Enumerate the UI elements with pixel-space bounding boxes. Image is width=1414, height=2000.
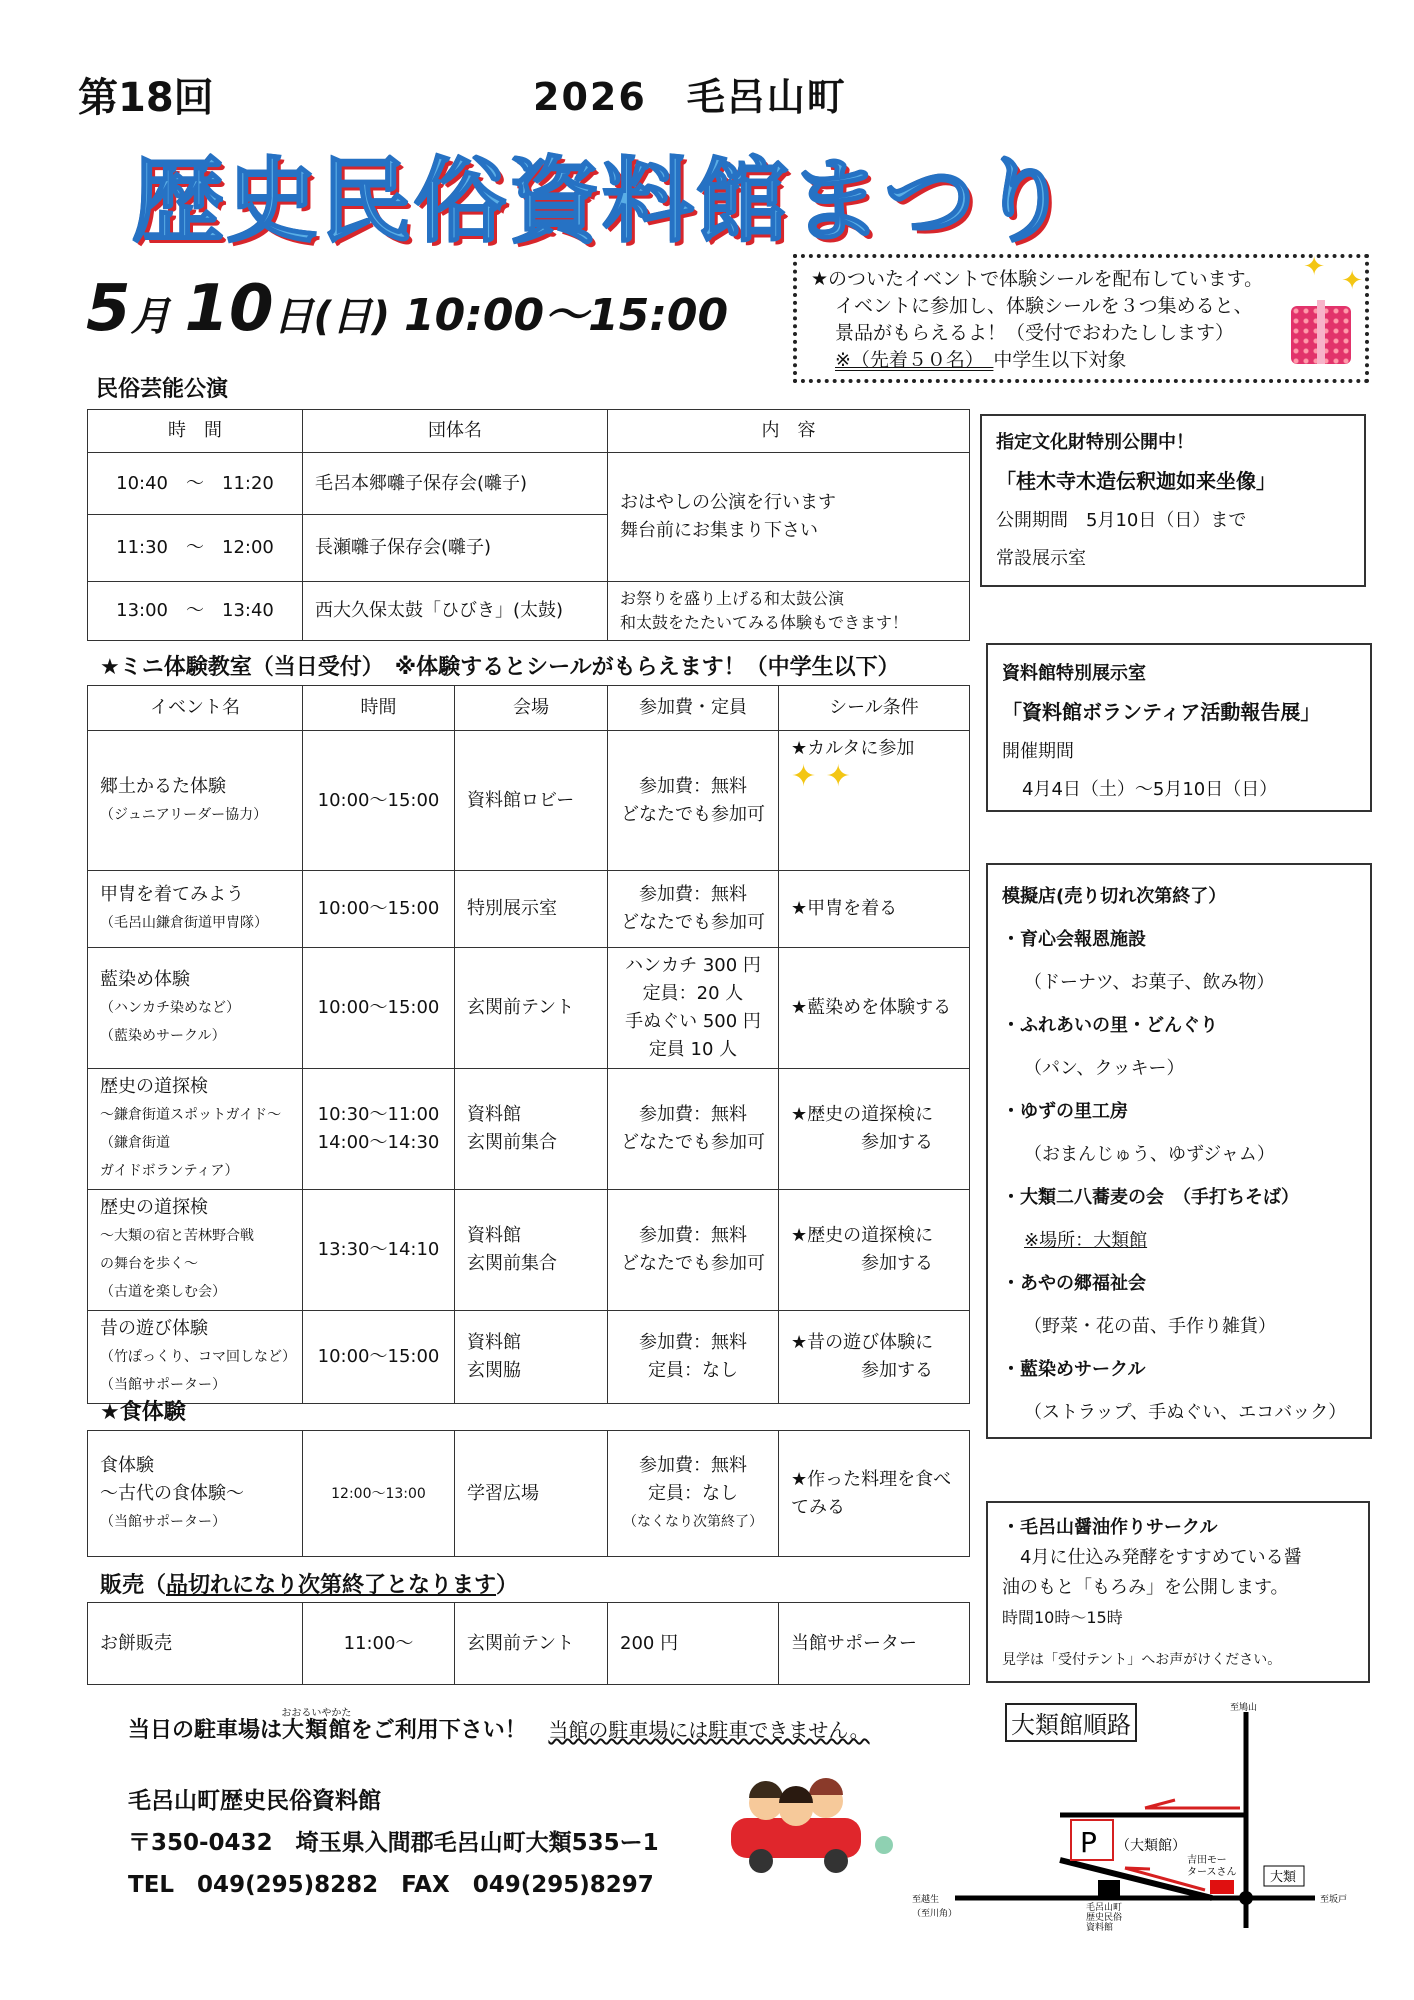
stall-name: ・あやの郷福祉会 [1002, 1273, 1146, 1294]
cell-line: （ハンカチ染めなど） [100, 1000, 240, 1016]
fee-cell [608, 1431, 779, 1557]
cell-line: 昔の遊び体験 [100, 1318, 208, 1339]
cell-line: 玄関前集合 [467, 1253, 557, 1274]
parking-notice [128, 1708, 870, 1744]
cell-line: どなたでも参加可 [621, 912, 765, 933]
month: 5 [86, 272, 131, 346]
place-cell [455, 1069, 608, 1190]
name-cell [88, 1311, 303, 1404]
cell-line: 定員：なし [648, 1360, 738, 1381]
box-line: 4月4日（土）〜5月10日（日） [1022, 779, 1278, 800]
sales-table [87, 1602, 970, 1685]
month-unit: 月 [130, 294, 171, 340]
box-line: 見学は「受付テント」へお声がけください。 [1002, 1652, 1282, 1668]
cell-line: （鎌倉街道 [100, 1135, 170, 1151]
cell-line: 参加する [861, 1253, 933, 1274]
table-row [88, 731, 970, 871]
parking-text: 当日の駐車場は [128, 1718, 283, 1743]
column-header: 会場 [455, 686, 608, 731]
notice-target: 中学生以下対象 [993, 349, 1127, 371]
cell-line: 10:00〜15:00 [317, 789, 440, 811]
column-header: 参加費・定員 [608, 686, 779, 731]
time-cell: 11:00〜 [303, 1603, 455, 1685]
name-cell [88, 1190, 303, 1311]
museum-marker [1098, 1880, 1120, 1896]
cell-line: てみる [791, 1496, 845, 1518]
cell-line: （当館サポーター） [100, 1377, 226, 1393]
item-cell: お餅販売 [88, 1603, 303, 1685]
table-row [88, 1431, 970, 1557]
cell-line: 定員 10 人 [648, 1039, 738, 1060]
box-title: 模擬店(売り切れ次第終了） [1002, 886, 1227, 907]
parking-text: をご利用下さい！ [350, 1718, 527, 1743]
cell-line: 玄関前テント [467, 997, 575, 1018]
box-line: 常設展示室 [996, 548, 1086, 569]
ruby-base: 大類館 [281, 1718, 352, 1743]
cell-line: （毛呂山鎌倉街道甲冑隊） [100, 915, 268, 931]
table-row [88, 1311, 970, 1404]
table-row [88, 871, 970, 948]
cell-line: 〜大類の宿と苦林野合戦 [100, 1228, 254, 1244]
cell-line: ★甲冑を着る [791, 898, 898, 919]
seller-cell: 当館サポーター [779, 1603, 970, 1685]
box-title: 資料館特別展示室 [1002, 663, 1146, 684]
cell-line: 10:00〜15:00 [317, 1346, 440, 1367]
cell-line: ハンカチ 300 円 [625, 955, 761, 976]
cell-line: 10:30〜11:00 [317, 1104, 440, 1125]
map-label: タースさん [1187, 1867, 1237, 1878]
box-subtitle: 「桂木寺木造伝釈迦如来坐像」 [996, 469, 1276, 493]
seal-cell [779, 1190, 970, 1311]
cell-line: 郷土かるた体験 [100, 775, 226, 797]
notice-line: 景品がもらえるよ！（受付でおわたしします） [835, 322, 1235, 344]
map-label: （大類館） [1116, 1838, 1186, 1854]
cell-line: 14:00〜14:30 [317, 1132, 440, 1153]
table-row [88, 453, 970, 515]
box-title: 指定文化財特別公開中！ [996, 432, 1194, 453]
box-line: 開催期間 [1002, 741, 1074, 762]
place-cell [455, 1190, 608, 1311]
year-town: 2026 毛呂山町 [533, 75, 847, 119]
time-cell [303, 1311, 455, 1404]
stall-desc: （野菜・花の苗、手作り雑貨） [1024, 1316, 1276, 1337]
price-cell: 200 円 [608, 1603, 779, 1685]
content-line: 和太鼓をたたいてみる体験もできます！ [620, 613, 909, 632]
sales-heading [100, 1568, 518, 1599]
food-heading: ★食体験 [100, 1400, 186, 1425]
box-line: 4月に仕込み発酵をすすめている醤 [1002, 1547, 1302, 1568]
cell-line: 玄関脇 [467, 1360, 521, 1381]
performance-table [87, 409, 970, 641]
column-header: 内 容 [608, 410, 970, 453]
name-cell [88, 871, 303, 948]
stall-name: ・藍染めサークル [1002, 1359, 1146, 1380]
notice-line: ★のついたイベントで体験シールを配布しています。 [811, 268, 1264, 290]
map-label: 毛呂山町 [1086, 1903, 1123, 1913]
cell-line: 藍染め体験 [100, 969, 190, 990]
map-label: 至坂戸 [1320, 1895, 1348, 1905]
cell-line: （竹ぽっくり、コマ回しなど） [100, 1349, 296, 1365]
box-title: ・毛呂山醤油作りサークル [1002, 1517, 1218, 1538]
cell-line: 参加費：無料 [639, 1454, 747, 1476]
column-header: イベント名 [88, 686, 303, 731]
cell-line: ★作った料理を食べ [791, 1468, 952, 1490]
column-header: 団体名 [303, 410, 608, 453]
parking-p: P [1080, 1826, 1097, 1859]
time-cell [303, 731, 455, 871]
fee-cell [608, 731, 779, 871]
content-line: 舞台前にお集まり下さい [620, 520, 818, 541]
time-cell: 11:30 〜 12:00 [88, 515, 303, 582]
cell-line: の舞台を歩く〜 [100, 1256, 198, 1272]
box-line: 公開期間 5月10日（日）まで [996, 510, 1247, 531]
table-row [88, 582, 970, 641]
time-cell [303, 1069, 455, 1190]
map-label: 至鳩山 [1230, 1703, 1258, 1713]
family-car-illustration [726, 1773, 901, 1878]
column-header: 時 間 [88, 410, 303, 453]
cell-line: 参加費：無料 [639, 1225, 747, 1246]
cell-line: 定員：なし [648, 1482, 738, 1504]
heading-underlined: 品切れになり次第終了となります [166, 1573, 497, 1598]
time-cell: 12:00〜13:00 [303, 1431, 455, 1557]
heading-part: 販売（ [100, 1573, 167, 1598]
cell-line: どなたでも参加可 [621, 1253, 765, 1274]
map-label: 歴史民俗 [1086, 1913, 1123, 1923]
table-row [88, 1190, 970, 1311]
cell-line: （当館サポーター） [100, 1513, 226, 1530]
cell-line: 歴史の道探検 [100, 1076, 208, 1097]
stall-desc: （ドーナツ、お菓子、飲み物） [1024, 972, 1275, 993]
cell-line: 参加費：無料 [639, 775, 747, 797]
content-cell [608, 453, 970, 582]
group-cell: 長瀬囃子保存会(囃子) [303, 515, 608, 582]
name-cell [88, 948, 303, 1069]
fee-cell [608, 871, 779, 948]
cell-line: 10:00〜15:00 [317, 898, 440, 919]
cell-line: （ジュニアリーダー協力） [100, 806, 268, 823]
cell-line: どなたでも参加可 [621, 1132, 765, 1153]
cell-line: 玄関前集合 [467, 1132, 557, 1153]
food-table [87, 1430, 970, 1557]
place-cell [455, 1311, 608, 1404]
gift-icon [1291, 306, 1351, 364]
sparkle-icon: ✦ [1341, 266, 1363, 296]
table-row [88, 1603, 970, 1685]
cell-line: 参加費：無料 [639, 1332, 747, 1353]
seal-cell [779, 948, 970, 1069]
parking-place [281, 1708, 352, 1743]
page-title: 歴史民俗資料館まつり [132, 148, 1073, 255]
address-block [128, 1780, 659, 1906]
stall-desc: ※場所：大類館 [1024, 1230, 1148, 1251]
name-cell [88, 1069, 303, 1190]
map-label: 吉田モー [1187, 1855, 1227, 1866]
group-cell: 毛呂本郷囃子保存会(囃子) [303, 453, 608, 515]
cell-line: 甲冑を着てみよう [100, 884, 244, 905]
seal-cell [779, 1431, 970, 1557]
seal-cell [779, 871, 970, 948]
event-date [86, 272, 728, 346]
cell-line: 10:00〜15:00 [317, 997, 440, 1018]
sparkle-icon: ✦ [1303, 252, 1325, 282]
stall-name: ・ふれあいの里・どんぐり [1002, 1015, 1218, 1036]
cell-line: 13:30〜14:10 [317, 1239, 440, 1260]
cell-line: 資料館 [467, 1225, 521, 1246]
place-cell [455, 731, 608, 871]
cell-line: 歴史の道探検 [100, 1197, 208, 1218]
cell-line: 参加費：無料 [639, 1104, 747, 1125]
phone-fax: TEL 049(295)8282 FAX 049(295)8297 [128, 1872, 654, 1898]
cell-line: ガイドボランティア） [100, 1163, 239, 1179]
time-cell: 10:40 〜 11:20 [88, 453, 303, 515]
notice-line [811, 347, 1351, 374]
time-cell [303, 871, 455, 948]
map-label: （至川角） [912, 1909, 958, 1919]
postal-address: 〒350-0432 埼玉県入間郡毛呂山町大類535ー1 [128, 1830, 659, 1856]
event-time: 10:00〜15:00 [404, 290, 729, 341]
place-cell: 学習広場 [455, 1431, 608, 1557]
column-header: 時間 [303, 686, 455, 731]
fee-cell [608, 1190, 779, 1311]
map-label: 大類 [1270, 1870, 1297, 1885]
workshops-heading: ★ミニ体験教室（当日受付） ※体験するとシールがもらえます！（中学生以下） [100, 655, 900, 680]
cell-line: ★藍染めを体験する [791, 997, 952, 1018]
cell-line: 〜鎌倉街道スポットガイド〜 [100, 1107, 282, 1123]
fee-cell [608, 948, 779, 1069]
notice-line: イベントに参加し、体験シールを３つ集めると、 [835, 295, 1253, 317]
workshops-table [87, 685, 970, 1404]
cell-line: 食体験 [100, 1454, 154, 1476]
place-cell [455, 948, 608, 1069]
box-line: 時間10時〜15時 [1002, 1608, 1123, 1627]
cell-line: 特別展示室 [467, 898, 557, 919]
stall-desc: （おまんじゅう、ゆずジャム） [1024, 1144, 1275, 1165]
box-line: 油のもと「もろみ」を公開します。 [1002, 1577, 1289, 1598]
cell-line: ★歴史の道探検に [791, 1225, 934, 1246]
exhibit-box [986, 643, 1372, 812]
edition: 第18回 [78, 75, 214, 121]
stall-name: ・大類二八蕎麦の会 （手打ちそば） [1002, 1187, 1299, 1208]
cell-line: 資料館 [467, 1332, 521, 1353]
box-subtitle: 「資料館ボランティア活動報告展」 [1002, 700, 1321, 724]
cell-line: 手ぬぐい 500 円 [625, 1011, 761, 1032]
performance-heading: 民俗芸能公演 [96, 377, 229, 402]
name-cell [88, 1431, 303, 1557]
parking-warning: 当館の駐車場には駐車できません。 [548, 1718, 870, 1742]
map-label: 至越生 [912, 1895, 940, 1905]
cell-line: どなたでも参加可 [621, 803, 765, 825]
map-label: 資料館 [1086, 1923, 1114, 1933]
weekday: (日) [313, 294, 391, 340]
soy-sauce-box [986, 1501, 1370, 1683]
cell-line: ★カルタに参加 [791, 738, 915, 759]
cultural-property-box [980, 414, 1366, 587]
cell-line: 〜古代の食体験〜 [100, 1482, 244, 1504]
stall-name: ・ゆずの里工房 [1002, 1101, 1128, 1122]
content-line: おはやしの公演を行います [620, 492, 836, 513]
cell-line: （藍染めサークル） [100, 1028, 226, 1044]
notice-underlined: ※（先着５０名） [835, 349, 994, 371]
stall-desc: （ストラップ、手ぬぐい、エコバック） [1024, 1402, 1347, 1423]
stalls-box [986, 863, 1372, 1439]
sticker-notice [793, 254, 1369, 383]
cell-line: （なくなり次第終了） [623, 1513, 763, 1530]
karuta-sparkle-icon: ✦ ✦ [791, 759, 851, 794]
stall-name: ・育心会報恩施設 [1002, 929, 1146, 950]
ruby-text: おおるいやかた [281, 1708, 352, 1719]
fee-cell [608, 1069, 779, 1190]
heading-part: ） [496, 1573, 519, 1598]
table-row [88, 1069, 970, 1190]
cell-line: 資料館 [467, 1104, 521, 1125]
table-row [88, 948, 970, 1069]
cell-line: 定員：20 人 [642, 983, 744, 1004]
content-line: お祭りを盛り上げる和太鼓公演 [620, 589, 845, 608]
museum-name: 毛呂山町歴史民俗資料館 [128, 1788, 381, 1814]
cell-line: （古道を楽しむ会） [100, 1284, 226, 1300]
place-cell [455, 871, 608, 948]
column-header: シール条件 [779, 686, 970, 731]
seal-cell [779, 1311, 970, 1404]
signal-icon [1239, 1891, 1253, 1905]
content-cell [608, 582, 970, 641]
cell-line: 資料館ロビー [467, 789, 575, 811]
group-cell: 西大久保太鼓「ひびき」(太鼓) [303, 582, 608, 641]
seal-cell [779, 731, 970, 871]
name-cell [88, 731, 303, 871]
time-cell [303, 1190, 455, 1311]
fee-cell [608, 1311, 779, 1404]
time-cell [303, 948, 455, 1069]
route-map [900, 1700, 1370, 1940]
cell-line: ★昔の遊び体験に [791, 1332, 934, 1353]
map-title: 大類館順路 [1005, 1703, 1137, 1742]
cell-line: 参加費：無料 [639, 884, 747, 905]
day-unit: 日 [273, 294, 314, 340]
cell-line: ★歴史の道探検に [791, 1104, 934, 1125]
stall-desc: （パン、クッキー） [1024, 1058, 1185, 1079]
time-cell: 13:00 〜 13:40 [88, 582, 303, 641]
cell-line: 参加する [861, 1360, 933, 1381]
seal-cell [779, 1069, 970, 1190]
cell-line: 参加する [861, 1132, 933, 1153]
day: 10 [184, 272, 274, 346]
place-cell: 玄関前テント [455, 1603, 608, 1685]
motors-marker [1210, 1880, 1234, 1894]
